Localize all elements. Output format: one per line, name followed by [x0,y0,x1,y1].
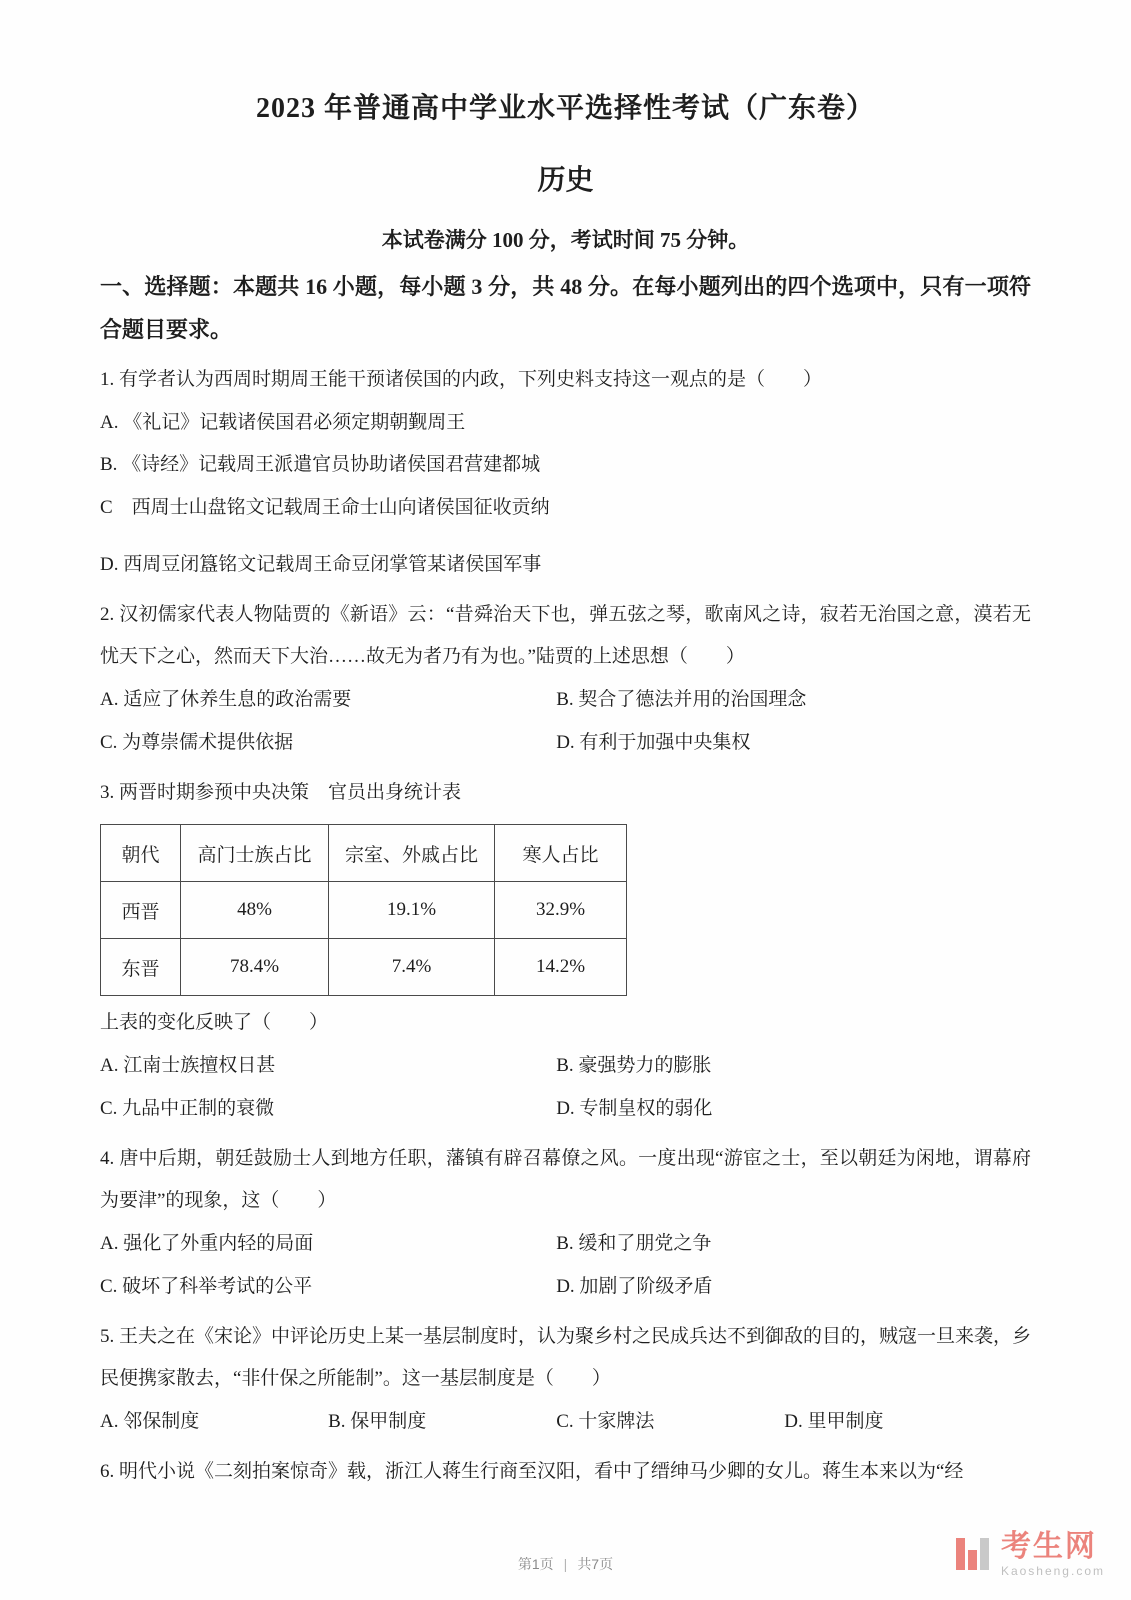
table-header-cell: 宗室、外戚占比 [329,825,495,882]
question-2-option-a: A. 适应了休养生息的政治需要 [100,689,352,711]
statistics-table [100,824,1031,996]
question-5-option-a: A. 邻保制度 [100,1411,200,1433]
table-cell: 32.9% [495,882,627,939]
question-4-stem: 4. 唐中后期，朝廷鼓励士人到地方任职，藩镇有辟召幕僚之风。一度出现“游宦之士，至以朝廷为闲地，谓幕府为要津”的现象，这（ ） [100,1147,1031,1212]
question-1-option-d: D. 西周豆闭簋铭文记载周王命豆闭掌管某诸侯国军事 [100,553,542,575]
question-3-intro: 3. 两晋时期参预中央决策 官员出身统计表 [100,781,462,803]
question-1 [100,359,1031,587]
question-4-option-c: C. 破坏了科举考试的公平 [100,1275,313,1297]
table-header-cell: 朝代 [101,825,181,882]
table-cell: 西晋 [101,882,181,939]
table-header-row [101,825,627,882]
paper-note: 本试卷满分 100 分，考试时间 75 分钟。 [381,228,750,252]
question-2-option-c: C. 为尊崇儒术提供依据 [100,731,294,753]
question-1-stem: 1. 有学者认为西周时期周王能干预诸侯国的内政，下列史料支持这一观点的是（ ） [100,368,823,390]
question-2 [100,594,1031,765]
section-header: 一、选择题：本题共 16 小题，每小题 3 分，共 48 分。在每小题列出的四个选项中，只有一项符合题目要求。 [100,274,1031,342]
footer-separator: | [563,1556,568,1572]
kaosheng-logo-icon [953,1534,993,1574]
question-4 [100,1138,1031,1309]
table-cell: 14.2% [495,939,627,996]
table-row [101,882,627,939]
question-5-option-d: D. 里甲制度 [784,1411,884,1433]
question-2-stem: 2. 汉初儒家代表人物陆贾的《新语》云：“昔舜治天下也，弹五弦之琴，歌南风之诗，寂若无治国之意，漠若无忧天下之心，然而天下大治……故无为者乃有为也。”陆贾的上述思想（ ） [100,603,1031,668]
question-3-option-c: C. 九品中正制的衰微 [100,1097,275,1119]
question-1-option-c: C 西周士山盘铭文记载周王命士山向诸侯国征收贡纳 [100,497,550,519]
table-row [101,939,627,996]
question-3-stem: 上表的变化反映了（ ） [100,1012,329,1034]
question-5-stem: 5. 王夫之在《宋论》中评论历史上某一基层制度时，认为聚乡村之民成兵达不到御敌的目的，贼寇一旦来袭，乡民便携家散去，“非什保之所能制”。这一基层制度是（ ） [100,1325,1032,1390]
question-1-option-b: B. 《诗经》记载周王派遣官员协助诸侯国君营建都城 [100,454,541,476]
question-4-option-a: A. 强化了外重内轻的局面 [100,1233,314,1255]
table-header-cell: 高门士族占比 [181,825,329,882]
question-3 [100,772,1031,1131]
page-number: 第1页 [517,1556,554,1572]
page-total: 共7页 [577,1556,614,1572]
question-6 [100,1451,1031,1494]
table-header-cell: 寒人占比 [495,825,627,882]
kaosheng-watermark [953,1530,1105,1578]
subject-title: 历史 [537,165,594,196]
question-2-option-b: B. 契合了德法并用的治国理念 [556,689,807,711]
question-6-stem: 6. 明代小说《二刻拍案惊奇》载，浙江人蒋生行商至汉阳，看中了缙绅马少卿的女儿。蒋生本来以为“经 [100,1460,964,1482]
question-5-option-c: C. 十家牌法 [556,1411,655,1433]
table-cell: 7.4% [329,939,495,996]
watermark-domain: Kaosheng.com [1000,1563,1105,1578]
question-3-option-d: D. 专制皇权的弱化 [556,1097,713,1119]
question-5 [100,1316,1031,1444]
question-2-option-d: D. 有利于加强中央集权 [556,731,751,753]
question-3-option-a: A. 江南士族擅权日甚 [100,1055,276,1077]
question-4-option-b: B. 缓和了朋党之争 [556,1233,712,1255]
question-4-option-d: D. 加剧了阶级矛盾 [556,1275,713,1297]
paper-title: 2023 年普通高中学业水平选择性考试（广东卷） [255,93,875,124]
table-cell: 78.4% [181,939,329,996]
table-cell: 东晋 [101,939,181,996]
question-5-option-b: B. 保甲制度 [328,1411,427,1433]
watermark-brand: 考生网 [1000,1529,1097,1563]
table-cell: 19.1% [329,882,495,939]
question-3-option-b: B. 豪强势力的膨胀 [556,1055,712,1077]
table-cell: 48% [181,882,329,939]
question-1-option-a: A. 《礼记》记载诸侯国君必须定期朝觐周王 [100,411,466,433]
